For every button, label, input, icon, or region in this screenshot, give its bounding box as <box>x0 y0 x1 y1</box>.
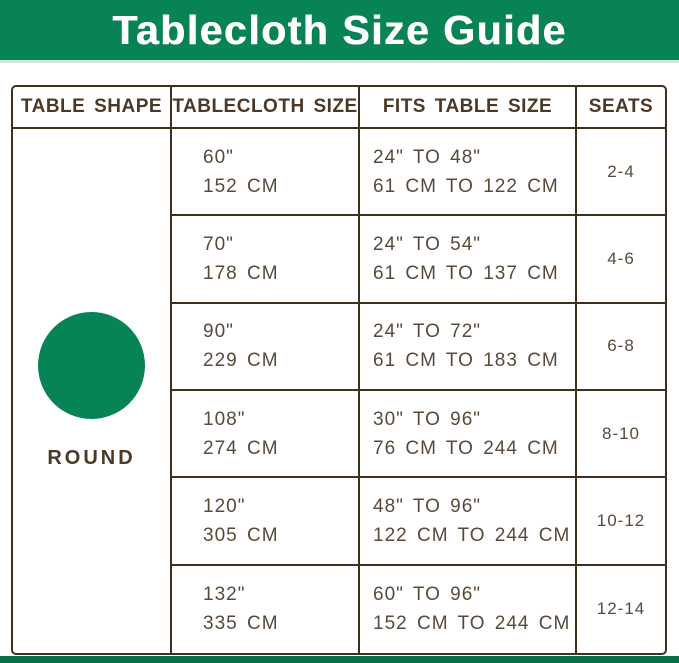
size-inches: 70" <box>203 233 234 255</box>
fits-inches: 30" TO 96" <box>373 408 482 430</box>
table-row-5-fits-table-size <box>360 478 577 565</box>
fits-inches: 48" TO 96" <box>373 495 482 517</box>
table-row-2-fits-table-size <box>360 216 577 303</box>
size-inches: 132" <box>203 584 246 606</box>
size-cm: 178 CM <box>203 262 279 284</box>
fits-inches: 24" TO 54" <box>373 233 482 255</box>
table-row-4-seats: 8-10 <box>577 391 665 478</box>
table-row-3-fits-table-size <box>360 304 577 391</box>
size-cm: 152 CM <box>203 175 279 197</box>
fits-inches: 60" TO 96" <box>373 584 482 606</box>
size-cm: 229 CM <box>203 350 279 372</box>
size-inches: 90" <box>203 321 234 343</box>
table-row-2-seats: 4-6 <box>577 216 665 303</box>
table-row-6-fits-table-size <box>360 566 577 653</box>
fits-inches: 24" TO 72" <box>373 321 482 343</box>
column-header-seats: SEATS <box>577 87 665 129</box>
table-row-4-tablecloth-size <box>172 391 360 478</box>
table-row-3-tablecloth-size <box>172 304 360 391</box>
fits-cm: 61 CM TO 137 CM <box>373 262 559 284</box>
shape-label: ROUND <box>47 447 136 469</box>
table-row-1-fits-table-size <box>360 129 577 216</box>
fits-cm: 61 CM TO 122 CM <box>373 175 559 197</box>
size-inches: 120" <box>203 495 246 517</box>
table-shape-cell <box>13 129 172 653</box>
size-cm: 305 CM <box>203 524 279 546</box>
column-header-tablecloth-size: TABLECLOTH SIZE <box>172 87 360 129</box>
page-title: Tablecloth Size Guide <box>112 6 567 53</box>
table-row-6-tablecloth-size <box>172 566 360 653</box>
table-row-4-fits-table-size <box>360 391 577 478</box>
table-row-1-tablecloth-size <box>172 129 360 216</box>
size-guide-table <box>11 85 667 655</box>
fits-cm: 76 CM TO 244 CM <box>373 437 559 459</box>
table-row-6-seats: 12-14 <box>596 599 646 619</box>
size-cm: 335 CM <box>203 613 279 635</box>
fits-cm: 122 CM TO 244 CM <box>373 524 571 546</box>
fits-inches: 24" TO 48" <box>373 146 482 168</box>
size-inches: 60" <box>203 146 234 168</box>
column-header-table-shape: TABLE SHAPE <box>13 87 172 129</box>
table-row-2-tablecloth-size <box>172 216 360 303</box>
fits-cm: 61 CM TO 183 CM <box>373 350 559 372</box>
table-row-3-seats: 6-8 <box>577 304 665 391</box>
table-row-5-seats: 10-12 <box>577 478 665 565</box>
size-cm: 274 CM <box>203 437 279 459</box>
column-header-fits-table-size: FITS TABLE SIZE <box>360 87 577 129</box>
size-inches: 108" <box>203 408 246 430</box>
fits-cm: 152 CM TO 244 CM <box>373 613 571 635</box>
title-banner <box>0 0 679 63</box>
round-circle-icon <box>38 312 145 419</box>
table-row-1-seats: 2-4 <box>577 129 665 216</box>
table-row-5-tablecloth-size <box>172 478 360 565</box>
bottom-accent-bar <box>0 656 679 663</box>
